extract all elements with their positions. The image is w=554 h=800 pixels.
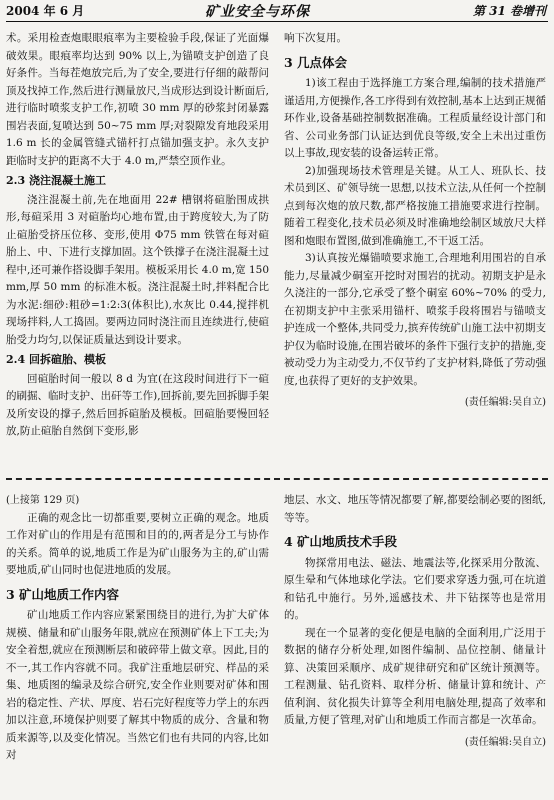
paragraph: 物探常用电法、磁法、地震法等,化探采用分散流、原生晕和气体地球化学法。它们要求穿透力强,可在坑道和钻孔中施行。另外,遥感技术、井下钻探等也是常用的。 bbox=[284, 556, 546, 621]
journal-title: 矿业安全与环保 bbox=[205, 4, 310, 20]
continued-note: (上接第 129 页) bbox=[6, 495, 80, 506]
article-separator bbox=[6, 478, 548, 480]
section-heading: 2.4 回拆碹胎、模板 bbox=[6, 353, 106, 366]
paragraph: 正确的观念比一切都重要,要树立正确的观念。地质工作对矿山的作用是有范围和目的的,两者是分工与协作的关系。简单的说,地质工作是为矿山服务为主的,矿山需要地质,矿山同时也促进地质的发展。 bbox=[6, 511, 269, 576]
top-left-column bbox=[6, 30, 269, 441]
volume-issue: 第 31 卷增刊 bbox=[472, 4, 546, 18]
section-heading: 3 矿山地质工作内容 bbox=[6, 586, 120, 602]
paragraph: 矿山地质工作内容应紧紧围绕目的进行,为扩大矿体规模、储量和矿山服务年限,就应在预测矿体上下工夫;为安全着想,就应在预测断层和破碎带上做文章。因此,目的不一,其工作内容就不同。我矿注重地层研究、样品的采集、地质图的编录及综合研究,安全作业则要对矿体和围岩的稳定性、产状、厚度、岩石完好程度等力学上的东西加以注意,环境保护则要了解其中物质的成分、含量和物质来源等,以及变化情况。当然它们也有共同的内容,比如对 bbox=[6, 609, 269, 761]
paragraph: 2)加强现场技术管理是关键。从工人、班队长、技术员到区、矿领导统一思想,以技术立法,从任何一个控制点到每次炮的放尺数,都严格按施工措施要求进行控制。随着工程变化,技术员必须及时准确地绘制区域放尺大样图和炮眼布置图,做到准确施工,不干返工活。 bbox=[284, 164, 546, 247]
bottom-left-column bbox=[6, 492, 269, 765]
paragraph: 响下次复用。 bbox=[284, 32, 347, 44]
paragraph: 1)该工程由于选择施工方案合理,编制的技术措施严谨适用,方便操作,各工序得到有效控制,基本上达到正规循环作业,设备基础控制数据准确。工程质量经设计部门和省、公司业务部门认证达到优良等级,安全上未出过重伤以上事故,现安装的设备运转正常。 bbox=[284, 77, 547, 159]
top-right-column bbox=[284, 30, 546, 412]
bottom-right-column bbox=[284, 492, 546, 751]
issue-date: 2004 年 6 月 bbox=[6, 4, 85, 18]
header-rule bbox=[6, 21, 548, 22]
paragraph: 浇注混凝土前,先在地面用 22# 槽钢将碹胎围成拱形,每碹采用 3 对碹胎均心地布置,由于跨度较大,为了防止碹胎受挤压位移、变形,使用 Φ75 mm 铁管在每对碹胎上、中、下进行支撑加固。这个铁撑子在浇注混凝土过程中,还可兼作搭设脚手架用。模板采用长 4.0 m,宽 150 mm,厚 50 mm 的标准木板。浇注混凝土时,拌料配合比为水泥:细砂:粗砂=1:2:3(体积比),水灰比 0.44,搅拌机现场拌料,人工捣固。要两边同时浇注而且连续进行,使碹胎受力均匀,以保证质量达到设计要求。 bbox=[6, 193, 269, 346]
paragraph: 地层、水文、地压等情况都要了解,都要绘制必要的图纸,等等。 bbox=[284, 494, 546, 524]
paragraph: 术。采用检查炮眼眼痕率为主要检验手段,保证了光面爆破效果。眼痕率均达到 90% 以上,为锚喷支护创造了良好条件。当每茬炮放完后,为了安全,要进行仔细的敲帮问顶及找掉工作,然后进行测量放尺,当成形达到设计断面后,进行临时喷浆支护工作,初喷 30 mm 厚的砂浆封闭暴露围岩表面,复喷达到 50~75 mm 厚;对裂隙发育地段采用 1.6 m 长的金属管缝式锚杆打点锚加强支护。永久支护距临时支护的距离不大于 4.0 m,严禁空顶作业。 bbox=[6, 32, 269, 167]
paragraph: 回碹胎时间一般以 8 d 为宜(在这段时间进行下一碹的刷掘、临时支护、出矸等工作),回拆前,要先回拆脚手架及所安设的撑子,然后回拆碹胎及模板。回碹胎要慢回轻放,防止碹胎自然倒下变形,影 bbox=[6, 372, 269, 437]
section-heading: 2.3 浇注混凝土施工 bbox=[6, 174, 106, 187]
editor-credit: (责任编辑:吴自立) bbox=[464, 397, 546, 408]
paragraph: 3)认真按光爆锚喷要求施工,合理地利用围岩的自承能力,尽量减少硐室开挖时对围岩的扰动。初期支护是永久浇注的一部分,它承受了整个硐室 60%~70% 的受力,在初期支护中主张采用锚杆、喷浆手段将围岩与锚喷支护连成一个整体,共同受力,摈弃传统矿山施工法中初期支护仅为临时设施,在围岩破坏的条件下强行支护的措施,变被动受力为主动受力,不仅节约了支护材料,降低了劳动强度,也获得了更好的支护效果。 bbox=[284, 252, 546, 387]
section-heading: 4 矿山地质技术手段 bbox=[284, 534, 398, 549]
section-heading: 3 几点体会 bbox=[284, 54, 348, 70]
paragraph: 现在一个显著的变化便是电脑的全面利用,广泛用于数据的储存分析处理,如图件编制、品位控制、储量计算、决策回采顺序、成矿规律研究和矿区统计预测等。工程测量、钻孔资料、取样分析、储量计算和统计、产值利润、贫化损失计算等全利用电脑处理,提高了效率和质量,方便了管理,对矿山和地质工作而言都是一次革命。 bbox=[284, 626, 546, 726]
editor-credit: (责任编辑:吴自立) bbox=[464, 736, 546, 748]
